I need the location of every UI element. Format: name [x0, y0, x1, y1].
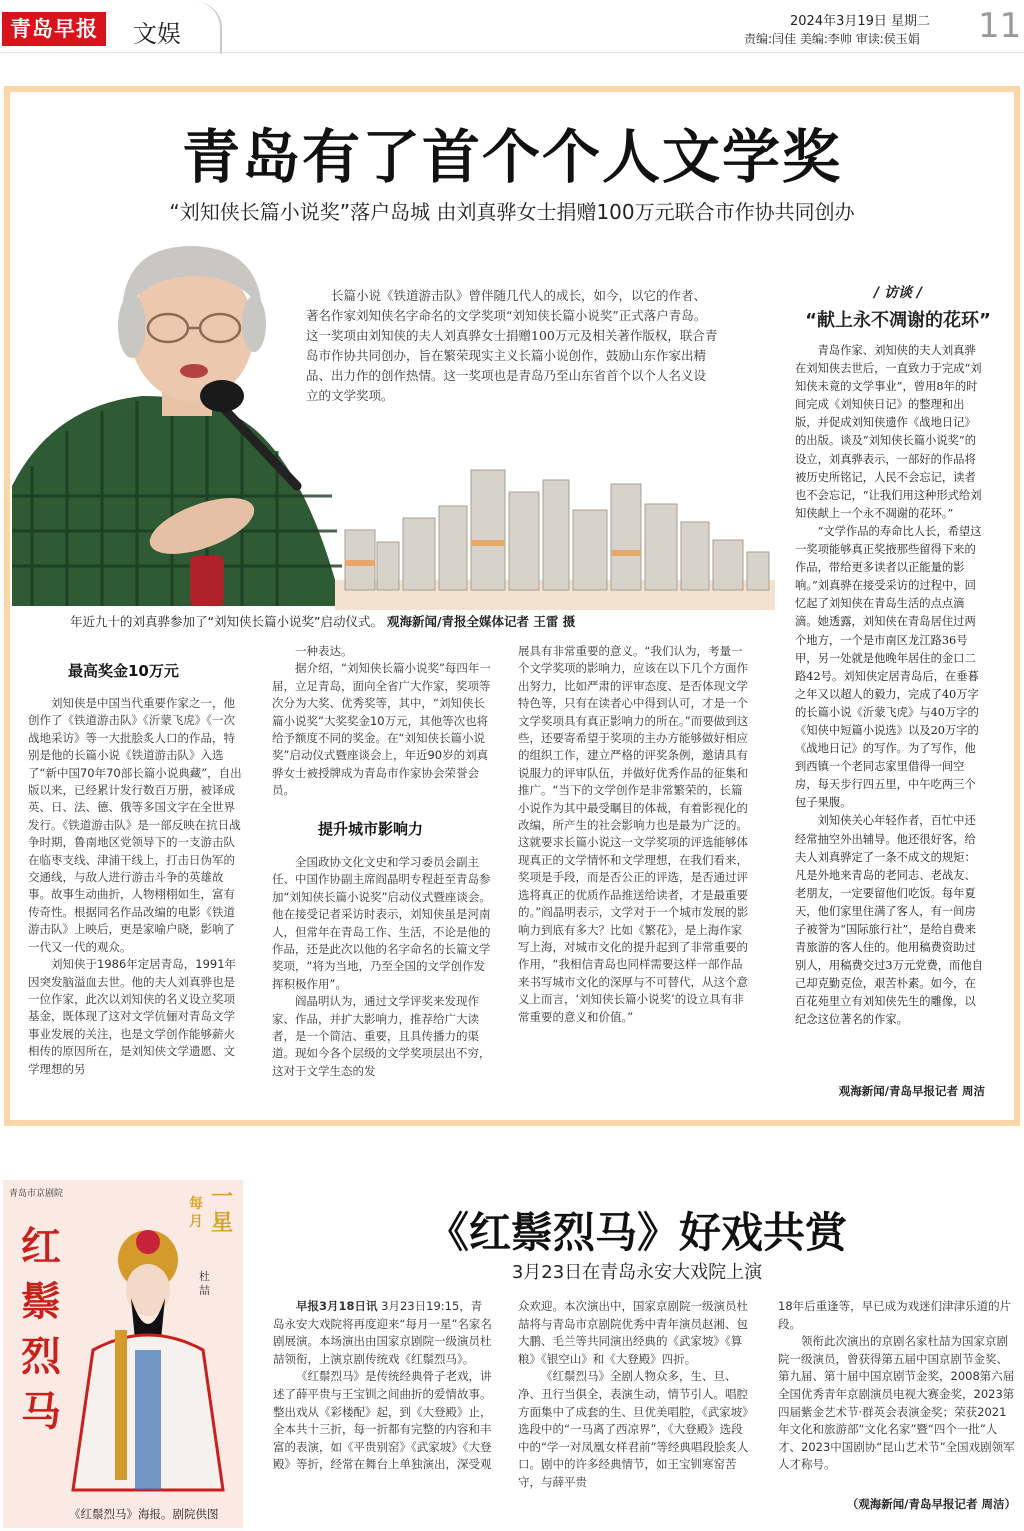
- photo-caption-text: 年近九十的刘真骅参加了“刘知侠长篇小说奖”启动仪式。: [70, 614, 383, 629]
- interview-paragraph: “文学作品的寿命比人长，希望这一奖项能够真正奖掖那些留得下来的作品，带给更多读者以正能量的影响。”刘真骅在接受采访的过程中，回忆起了刘知侠在青岛生活的点点滴滴。她透露，刘知侠在青岛居住过两个地方，一个是市南区龙江路36号甲，另一处就是他晚年居住的金口二路42号。刘知侠定居青岛后，在垂暮之年又以超人的毅力，完成了40万字的长篇小说《沂蒙飞虎》与40万字的《知侠中短篇小说选》以及20万字的《战地日记》的写作。为了写作，他到西镇一个老同志家里借得一间空房，每天步行四五里，中午吃两三个包子果腹。: [795, 524, 982, 810]
- poster-title-char: 鬃: [21, 1278, 61, 1325]
- story1-column-3: [518, 643, 750, 1026]
- story1-intro: 长篇小说《铁道游击队》曾伴随几代人的成长，如今，以它的作者、著名作家刘知侠名字命名的文学奖项“刘知侠长篇小说奖”正式落户青岛。这一奖项由刘知侠的夫人刘真骅女士捐赠100万元及相关著作版权，联合青岛市作协共同创办，旨在繁荣现实主义长篇小说创作，鼓励山东作家出精品、出力作的创作热情。这一奖项也是青岛乃至山东省首个以个人名义设立的文学奖项。: [306, 288, 718, 403]
- body-paragraph: 刘知侠是中国当代重要作家之一，他创作了《铁道游击队》《沂蒙飞虎》《一次战地采访》等一大批脍炙人口的作品，特别是他的长篇小说《铁道游击队》入选了“新中国70年70部长篇小说典藏”，自出版以来，已经累计发行数百万册，被译成英、日、法、德、俄等多国文字在全世界发行。《铁道游击队》是一部反映在抗日战争时期，鲁南地区党领导下的一支游击队在临枣支线、津浦干线上，打击日伪军的交通线，与敌人进行游击斗争的英雄故事。故事生动曲折，人物栩栩如生，富有传奇性。根据同名作品改编的电影《铁道游击队》上映后，更是家喻户晓，影响了一代又一代的观众。: [28, 696, 242, 954]
- body-paragraph: 刘知侠于1986年定居青岛，1991年因突发脑溢血去世。他的夫人刘真骅也是一位作家，此次以刘知侠的名义设立奖项基金，既体现了这对文学伉俪对青岛文学事业发展的关注，也是文学创作能够薪火相传的原因所在，是刘知侠文学遗愿、文学理想的另: [28, 957, 237, 1076]
- poster-tagline-char: 星: [211, 1211, 234, 1236]
- body-text: 3月23日19:15，青岛永安大戏院将再度迎来“每月一星”名家名剧展演。本场演出由国家京剧院一级演员杜喆领衔，上演京剧传统戏《红鬃烈马》。: [273, 1299, 492, 1366]
- subheading-prize: 最高奖金10万元: [68, 662, 179, 680]
- story2-column-3: [778, 1298, 1016, 1474]
- body-paragraph: 据介绍，“刘知侠长篇小说奖”每四年一届，立足青岛，面向全省广大作家，奖项等次分为大奖、优秀奖等，其中，“刘知侠长篇小说奖”大奖奖金10万元，其他等次也将给予额度不同的奖金。在“刘知侠长篇小说奖”启动仪式暨座谈会上，年近90岁的刘真骅女士被授牌成为青岛市作家协会荣誉会员。: [272, 661, 491, 798]
- editor-credits: 责编:闫佳 美编:李帅 审读:侯玉娟: [744, 32, 920, 46]
- subheading-influence: 提升城市影响力: [318, 820, 424, 838]
- body-paragraph: 领衔此次演出的京剧名家杜喆为国家京剧院一级演员，曾获得第五届中国京剧节金奖、第九届、第十届中国京剧节金奖，2008第六届全国优秀青年京剧演员电视大赛金奖，2023第四届紫金艺术节·群英会表演金奖；荣获2021年文化和旅游部“文化名家”暨“四个一批”人才、2023中国剧协“昆山艺术节”全国戏剧领军人才称号。: [778, 1334, 1015, 1472]
- body-paragraph: 展具有非常重要的意义。“我们认为，考量一个文学奖项的影响力，应该在以下几个方面作出努力，比如严肃的评审态度、是否体现文学特色等，只有在读者心中得到认可，才是一个文学奖项具有真正影响力的所在。”而要做到这些，还要寄希望于奖项的主办方能够做好相应的组织工作，建立严格的评奖条例，邀请具有说服力的评审队伍，并做好优秀作品的征集和推广。“当下的文学创作是非常繁荣的，长篇小说作为其中最受瞩目的体裁，有着影视化的改编，所产生的社会影响力也是最为广泛的。这就要求长篇小说这一文学奖项的评选能够体现真正的文学情怀和文学理想，在我们看来，奖项是手段，而是否公正的评选，是否通过评选将真正的优质作品推送给读者，才是最重要的。”阎晶明表示，文学对于一个城市发展的影响力到底有多大？比如《繁花》，是上海作家写上海，对城市文化的提升起到了非常重要的作用，“我相信青岛也同样需要这样一部作品来书写城市文化的深厚与不可替代，从这个意义上而言，‘刘知侠长篇小说奖’的设立具有非常重要的意义和价值。”: [518, 644, 749, 1024]
- interview-byline: 观海新闻/青岛早报记者 周洁: [838, 1084, 985, 1098]
- body-paragraph: [273, 1298, 493, 1368]
- interview-paragraph: 刘知侠关心年轻作者，百忙中还经常抽空外出辅导。他还很好客，给夫人刘真骅定了一条不成文的规矩：凡是外地来青岛的老同志、老战友、老朋友，一定要留他们吃饭。每年夏天，他们家里住满了客人，有一间房子被誉为“国际旅行社”，是给自费来青旅游的客人住的。他用稿费资助过别人，用稿费交过3万元党费，而他自己却克勤克俭，艰苦朴素。如今，在百花苑里立有刘知侠先生的雕像，以纪念这位著名的作家。: [795, 814, 983, 1027]
- body-paragraph: 一种表达。: [295, 644, 353, 658]
- opera-poster: [3, 1180, 243, 1528]
- photo-credit: 观海新闻/青报全媒体记者 王雷 摄: [386, 614, 576, 629]
- poster-tagline-char: 每: [189, 1196, 203, 1212]
- interview-body: [795, 342, 985, 1030]
- story1-column-2-bottom: [272, 854, 492, 1080]
- body-paragraph: 众欢迎。本次演出中，国家京剧院一级演员杜喆将与青岛市京剧院优秀中青年演员赵湘、包大鹏、毛兰等共同演出经典的《武家坡》《算粮》《银空山》和《大登殿》四折。: [518, 1299, 748, 1366]
- story1-column-1: [28, 695, 246, 1078]
- poster-tagline-char: 月: [189, 1214, 203, 1230]
- poster-title-char: 烈: [21, 1333, 61, 1380]
- story1-subhead: “刘知侠长篇小说奖”落户岛城 由刘真骅女士捐赠100万元联合市作协共同创办: [169, 200, 855, 224]
- body-paragraph: 全国政协文化文史和学习委员会副主任、中国作协副主席阎晶明专程赶至青岛参加“刘知侠长篇小说奖”启动仪式暨座谈会。他在接受记者采访时表示，刘知侠虽是河南人，但常年在青岛工作、生活，不论是他的作品，还是此次以他的名字命名的长篇文学奖项，“将为当地，乃至全国的文学创作发挥积极作用”。: [272, 855, 491, 991]
- poster-title-char: 红: [21, 1223, 61, 1270]
- story2-byline: （观海新闻/青岛早报记者 周洁）: [846, 1497, 1016, 1511]
- body-paragraph: 18年后重逢等，早已成为戏迷们津津乐道的片段。: [778, 1299, 1012, 1331]
- dateline: 早报3月18日讯: [296, 1299, 378, 1313]
- story1-column-2-top: [272, 643, 492, 800]
- poster-caption: 《红鬃烈马》海报。剧院供图: [69, 1507, 219, 1521]
- body-paragraph: 《红鬃烈马》全剧人物众多，生、旦、净、丑行当俱全，表演生动，情节引人。唱腔方面集中了成套的生、旦优美唱腔，《武家坡》选段中的“一马离了西凉界”，《大登殿》选段中的“学一对凤凰女样君前”等经典唱段脍炙人口。剧中的许多经典情节，如王宝钏寒窑苦守，与薛平贵: [518, 1369, 749, 1489]
- story2-column-2: [518, 1298, 752, 1492]
- poster-actor-char: 喆: [199, 1284, 210, 1297]
- interview-kicker: / 访谈 /: [874, 285, 922, 301]
- interview-title: “献上永不凋谢的花环”: [805, 310, 991, 331]
- story1-headline: 青岛有了首个个人文学奖: [181, 123, 842, 191]
- story2-headline: 《红鬃烈马》好戏共赏: [426, 1208, 847, 1257]
- poster-tagline-char: 一: [211, 1185, 234, 1210]
- body-paragraph: 《红鬃烈马》是传统经典骨子老戏，讲述了薛平贵与王宝钏之间曲折的爱情故事。整出戏从《彩楼配》起，到《大登殿》止，全本共十三折，每一折都有完整的内容和丰富的表演，如《平贵别窑》《武家坡》《大登殿》等折，经常在舞台上单独演出，深受观: [273, 1369, 492, 1472]
- story2-subhead: 3月23日在青岛永安大戏院上演: [511, 1262, 763, 1283]
- page-number: 11: [978, 6, 1022, 46]
- interview-paragraph: 青岛作家、刘知侠的夫人刘真骅在刘知侠去世后，一直致力于完成“刘知侠未竟的文学事业”，曾用8年的时间完成《刘知侠日记》的整理和出版，并促成刘知侠遗作《战地日记》的出版。谈及“刘知侠长篇小说奖”的设立，刘真骅表示，一部好的作品将被历史所铭记，人民不会忘记，读者也不会忘记，“让我们用这种形式给刘知侠献上一个永不凋谢的花环。”: [795, 344, 982, 520]
- body-paragraph: 阎晶明认为，通过文学评奖来发现作家、作品，并扩大影响力，推荐给广大读者，是一个简洁、重要，且具传播力的渠道。现如今各个层级的文学奖项层出不穷，这对于文学生态的发: [272, 994, 491, 1078]
- newspaper-logo: 青岛早报: [2, 12, 106, 46]
- books-illustration: [335, 460, 775, 610]
- speaker-photo: [12, 236, 352, 606]
- poster-company: 青岛市京剧院: [9, 1189, 64, 1199]
- poster-actor-char: 杜: [199, 1270, 210, 1283]
- issue-date: 2024年3月19日 星期二: [790, 14, 931, 29]
- story2-column-1: [273, 1298, 493, 1474]
- photo-caption: [70, 612, 575, 630]
- poster-title-char: 马: [21, 1388, 61, 1435]
- section-name: 文娱: [133, 20, 181, 48]
- header-divider: [0, 52, 1024, 53]
